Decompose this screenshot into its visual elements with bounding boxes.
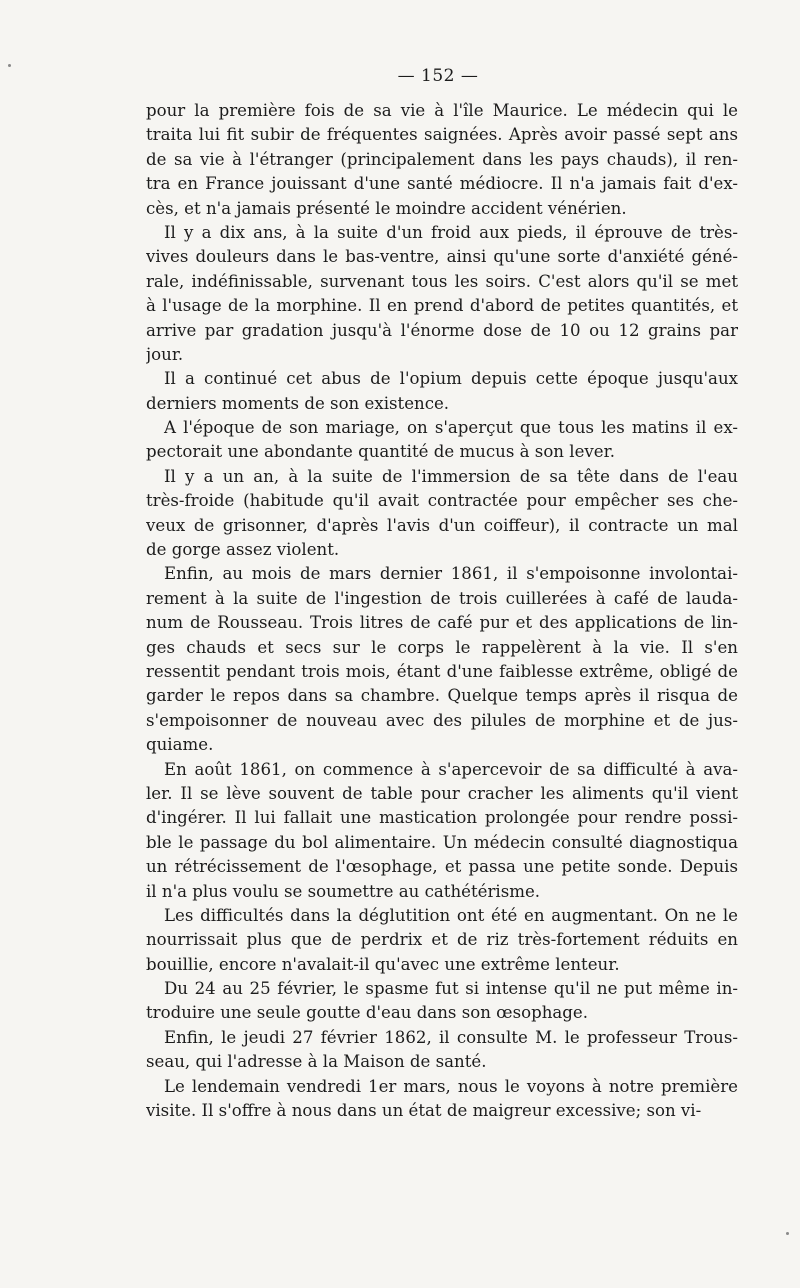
- text-line: derniers moments de son existence.: [146, 393, 450, 413]
- text-line: visite. Il s'offre à nous dans un état de maigreur excessive; son vi-: [146, 1101, 702, 1121]
- text-line: rale, indéfinissable, survenant tous les soirs. C'est alors qu'il se met: [146, 271, 738, 291]
- page-number: — 152 —: [397, 66, 479, 86]
- text-line: Les difficultés dans la déglutition ont été en augmentant. On ne le: [164, 905, 738, 925]
- text-line: à l'usage de la morphine. Il en prend d'abord de petites quantités, et: [146, 296, 738, 316]
- text-line: Enfin, le jeudi 27 février 1862, il consulte M. le professeur Trous-: [164, 1027, 738, 1047]
- text-line: il n'a plus voulu se soumettre au cathétérisme.: [146, 881, 541, 901]
- text-line: ler. Il se lève souvent de table pour cracher les aliments qu'il vient: [146, 783, 738, 803]
- text-line: très-froide (habitude qu'il avait contractée pour empêcher ses che-: [146, 491, 738, 511]
- text-line: seau, qui l'adresse à la Maison de santé.: [146, 1052, 487, 1072]
- scan-speck: [786, 1232, 789, 1235]
- paragraph: [146, 367, 738, 416]
- paragraph: [146, 562, 738, 757]
- text-line: nourrissait plus que de perdrix et de riz très-fortement réduits en: [146, 930, 738, 950]
- text-line: de sa vie à l'étranger (principalement dans les pays chauds), il ren-: [146, 149, 738, 169]
- text-line: Il a continué cet abus de l'opium depuis cette époque jusqu'aux: [164, 369, 738, 389]
- paragraph: [146, 904, 738, 977]
- text-line: garder le repos dans sa chambre. Quelque temps après il risqua de: [146, 686, 738, 706]
- text-line: cès, et n'a jamais présenté le moindre accident vénérien.: [146, 198, 627, 218]
- text-line: traita lui fit subir de fréquentes saignées. Après avoir passé sept ans: [146, 125, 738, 145]
- text-line: bouillie, encore n'avalait-il qu'avec une extrême lenteur.: [146, 954, 620, 974]
- paragraph: [146, 465, 738, 563]
- text-line: vives douleurs dans le bas-ventre, ainsi qu'une sorte d'anxiété géné-: [146, 247, 738, 267]
- text-line: ble le passage du bol alimentaire. Un médecin consulté diagnostiqua: [146, 832, 738, 852]
- text-line: Du 24 au 25 février, le spasme fut si intense qu'il ne put même in-: [164, 979, 738, 999]
- text-line: s'empoisonner de nouveau avec des pilules de morphine et de jus-: [146, 710, 738, 730]
- text-line: ges chauds et secs sur le corps le rappelèrent à la vie. Il s'en: [146, 637, 738, 657]
- text-line: A l'époque de son mariage, on s'aperçut que tous les matins il ex-: [164, 418, 738, 438]
- paragraph: [146, 977, 738, 1026]
- text-line: arrive par gradation jusqu'à l'énorme dose de 10 ou 12 grains par: [146, 320, 738, 340]
- scan-speck: [8, 64, 11, 67]
- text-line: Enfin, au mois de mars dernier 1861, il s'empoisonne involontai-: [164, 564, 738, 584]
- body-text: [146, 99, 738, 1123]
- book-page: [146, 66, 738, 1266]
- text-line: En août 1861, on commence à s'apercevoir de sa difficulté à ava-: [164, 759, 738, 779]
- paragraph: [146, 99, 738, 221]
- paragraph: [146, 1026, 738, 1075]
- text-line: pour la première fois de sa vie à l'île Maurice. Le médecin qui le: [146, 101, 738, 120]
- text-line: pectorait une abondante quantité de mucus à son lever.: [146, 442, 615, 462]
- text-line: num de Rousseau. Trois litres de café pur et des applications de lin-: [146, 613, 738, 633]
- text-line: de gorge assez violent.: [146, 540, 340, 560]
- text-line: quiame.: [146, 735, 214, 755]
- text-line: rement à la suite de l'ingestion de trois cuillerées à café de lauda-: [146, 588, 738, 608]
- paragraph: [146, 221, 738, 367]
- text-line: Le lendemain vendredi 1er mars, nous le voyons à notre première: [164, 1076, 738, 1096]
- paragraph: [146, 758, 738, 904]
- text-line: d'ingérer. Il lui fallait une mastication prolongée pour rendre possi-: [146, 808, 738, 828]
- paragraph: [146, 416, 738, 465]
- text-line: veux de grisonner, d'après l'avis d'un coiffeur), il contracte un mal: [146, 515, 738, 535]
- text-line: un rétrécissement de l'œsophage, et passa une petite sonde. Depuis: [146, 857, 738, 877]
- text-line: tra en France jouissant d'une santé médiocre. Il n'a jamais fait d'ex-: [146, 174, 738, 194]
- paragraph: [146, 1075, 738, 1124]
- text-line: ressentit pendant trois mois, étant d'une faiblesse extrême, obligé de: [146, 661, 738, 681]
- text-line: jour.: [146, 344, 184, 364]
- text-line: troduire une seule goutte d'eau dans son œsophage.: [146, 1003, 589, 1023]
- text-line: Il y a un an, à la suite de l'immersion de sa tête dans de l'eau: [164, 466, 738, 486]
- text-line: Il y a dix ans, à la suite d'un froid aux pieds, il éprouve de très-: [164, 222, 738, 242]
